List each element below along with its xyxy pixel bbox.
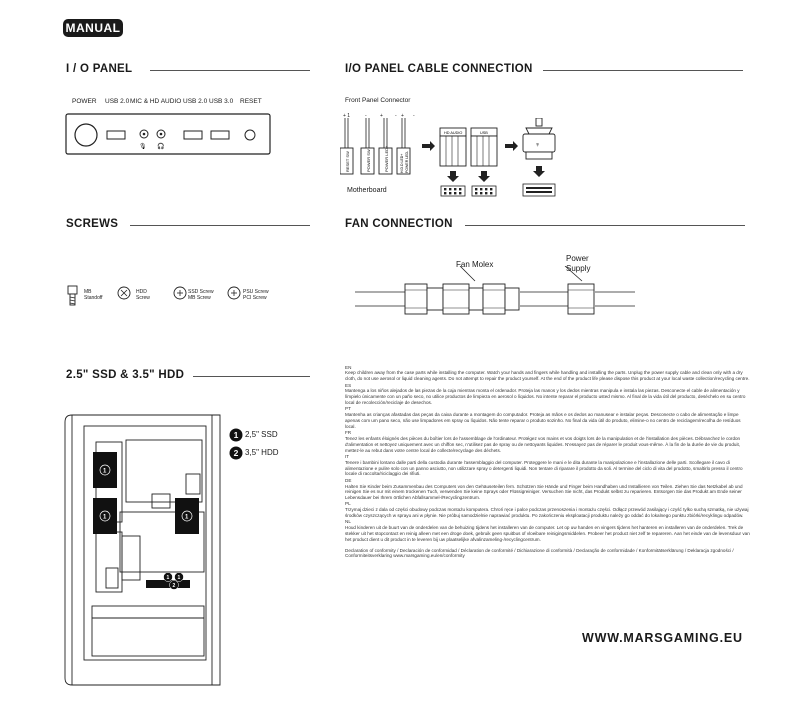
safety-notice xyxy=(345,364,751,559)
svg-text:1: 1 xyxy=(103,514,107,521)
svg-text:🎙: 🎙 xyxy=(139,144,147,150)
svg-text:POWER LED+: POWER LED+ xyxy=(384,145,389,172)
usb3-port-icon xyxy=(211,131,229,139)
legend-badge-1 xyxy=(229,428,243,442)
svg-text:HD AUDIO: HD AUDIO xyxy=(444,131,463,135)
screw-label-0-b: Standoff xyxy=(84,295,103,301)
lang-code: NL xyxy=(345,519,351,525)
fan-rule xyxy=(465,225,745,226)
svg-text:🎧: 🎧 xyxy=(157,144,165,150)
manual-badge: MANUAL xyxy=(63,19,123,37)
svg-text:2: 2 xyxy=(172,583,176,589)
legend-num-1: 1 xyxy=(233,430,239,440)
screw-label-3-a: PSU Screw xyxy=(243,289,269,295)
svg-text:RESET SW: RESET SW xyxy=(345,151,350,172)
io-label-power: POWER xyxy=(72,98,97,105)
lang-code: PL xyxy=(345,501,351,507)
io-label-usb2-b: USB 2.0 xyxy=(183,98,208,105)
motherboard-label: Motherboard xyxy=(347,187,387,194)
notice-paragraph: Mantenga a los niños alejados de las piezas de la caja mientras monta el ordenador. Proteja las manos y los dedos mientras manipula e instala las piezas. Desconecte el cable de alimentación y límpielo únicamente con un paño seco, no utilice productos de limpieza en aerosol o líquidos. No intente reparar el producto usted mismo. Al final de la vida útil del producto, deséchelo en su centro local de recolección/reciclaje de desechos. xyxy=(345,388,746,405)
io-label-usb2-a: USB 2.0 xyxy=(105,98,130,105)
lang-code: ES xyxy=(345,382,352,388)
screw-label-1-a: HDD xyxy=(136,289,147,295)
legend-badge-2 xyxy=(229,446,243,460)
arrow-down-icon xyxy=(447,171,459,182)
mb-header-usb3 xyxy=(523,184,555,196)
drives-rule xyxy=(193,376,310,377)
lang-code: IT xyxy=(345,453,350,459)
usb2-port-icon xyxy=(107,131,125,139)
pin-label-1: - xyxy=(365,113,367,119)
lang-code: EN xyxy=(345,364,352,370)
svg-text:1: 1 xyxy=(177,575,181,581)
fan-connection-diagram xyxy=(350,266,640,332)
fan-molex-label: Fan Molex xyxy=(456,260,494,269)
pin-label-3: - xyxy=(395,113,397,119)
io-panel-rule xyxy=(150,70,310,71)
screws-title: SCREWS xyxy=(66,218,119,230)
io-label-reset: RESET xyxy=(240,98,262,105)
notice-paragraph: Houd kinderen uit de buurt van de onderdelen van de behuizing tijdens het installeren van de computer. Let op uw handen en vingers tijdens het hanteren en installeren van de onderdelen. Trek de stekker uit het stopcontact en reinig alleen met een droge doek, gebruik geen spuitbus of vloeibare reinigingsmiddelen. Probeer het product niet zelf te repareren. Aan het einde van de levensduur van het product dient u dit product in te leveren bij uw plaatselijke afvalinzameling-/recyclingcentrum. xyxy=(345,525,750,542)
website-url: WWW.MARSGAMING.EU xyxy=(582,631,743,645)
mb-header-audio xyxy=(441,186,465,196)
pin-label-4: + xyxy=(401,113,404,119)
svg-text:H.D.D LED+: H.D.D LED+ xyxy=(400,153,404,173)
svg-text:POWER LED-: POWER LED- xyxy=(405,150,409,173)
io-panel-title: I / O PANEL xyxy=(66,63,133,75)
legend-num-2: 2 xyxy=(233,448,239,458)
front-panel-label: Front Panel Connector xyxy=(345,97,411,104)
usb2-port-icon xyxy=(184,131,202,139)
legend-ssd-label: 2,5" SSD xyxy=(245,430,278,439)
screw-label-1-b: Screw xyxy=(136,295,150,301)
legend-hdd-label: 3,5" HDD xyxy=(245,448,279,457)
arrow-right-icon xyxy=(505,141,518,151)
pin-label-5: - xyxy=(413,113,415,119)
arrow-right-icon xyxy=(422,141,435,151)
drives-title: 2.5" SSD & 3.5" HDD xyxy=(66,369,185,381)
lang-code: PT xyxy=(345,406,351,412)
svg-text:1: 1 xyxy=(185,514,189,521)
case-drive-diagram xyxy=(62,412,227,688)
conformity-declaration: Declaration of conformity / Declaración de conformidad / Déclaration de conformité / Dichiarazione di conformità / Declaração de conformidade / Konformitätserklärung / Deklaracja zgodności / Conformiteitsverklaring www.marsgaming.eu/en/conformity xyxy=(345,547,734,559)
notice-paragraph: Trzymaj dzieci z dala od części obudowy podczas montażu komputera. Chroń ręce i palce podczas przenoszenia i montażu części. Odłącz przewód zasilający i czyść tylko suchą szmatką, nie używaj środków czyszczących w sprayu ani w płynie. Nie próbuj samodzielnie naprawiać produktu. Po zakończeniu eksploatacji produktu należy go oddać do lokalnego punktu zbiórki/recyklingu odpadów. xyxy=(345,507,749,519)
power-supply-line2: Supply xyxy=(566,264,591,273)
pin-label-2: + xyxy=(380,113,383,119)
arrow-down-icon xyxy=(533,166,545,177)
io-label-usb3: USB 3.0 xyxy=(209,98,234,105)
io-panel-diagram xyxy=(64,110,276,160)
svg-text:POWER SW: POWER SW xyxy=(366,149,371,172)
reset-button-icon xyxy=(245,130,255,140)
screw-label-2-b: MB Screw xyxy=(188,295,211,301)
power-supply-line1: Power xyxy=(566,254,589,263)
io-cable-rule xyxy=(543,70,743,71)
mb-standoff-icon xyxy=(68,286,77,294)
io-label-audio: MIC & HD AUDIO xyxy=(130,98,182,105)
screw-label-3-b: PCI Screw xyxy=(243,295,267,301)
notice-paragraph: Mantenha as crianças afastadas das peças da caixa durante a montagem do computador. Proteja as mãos e os dedos ao manusear e instalar peças. Desconecte o cabo de alimentação e limpe apenas com um pano seco, não use limpadores em spray ou líquidos. Não tente reparar o produto sozinho. No final da vida útil do produto, elimine-o no centro de reciclagem/recolha de resíduos local. xyxy=(345,412,741,429)
notice-paragraph: Halten Sie Kinder beim Zusammenbau des Computers von den Gehäuseteilen fern. Schützen Sie Hände und Finger beim Handhaben und Installieren von Teilen. Ziehen Sie das Netzkabel ab und reinigen Sie es nur mit einem trockenen Tuch, verwenden Sie keine Sprays oder Flüssigreiniger. Versuchen Sie nicht, das Produkt selbst zu reparieren. Entsorgen Sie das Produkt am Ende seiner Lebensdauer bei Ihrem örtlichen Abfallsammel-/Recyclingzentrum. xyxy=(345,483,743,501)
power-button-icon xyxy=(75,124,97,146)
lang-code: FR xyxy=(345,430,352,436)
notice-paragraph: Keep children away from the case parts while installing the computer. Watch your hands and fingers while handling and installing the parts. Unplug the power supply cable and clean only with a dry cloth, do not use aerosol or liquid cleaning agents. Do not attempt to repair the product yourself. At the end of the product life please dispose this product at your local waste collection/recycling centre. xyxy=(345,370,750,382)
fan-title: FAN CONNECTION xyxy=(345,218,453,230)
screws-rule xyxy=(130,225,310,226)
mb-header-usb xyxy=(472,186,496,196)
notice-paragraph: Tenez les enfants éloignés des pièces du boîtier lors de l'assemblage de l'ordinateur. Protégez vos mains et vos doigts lors de la manipulation et de l'installation des pièces. Débranchez le cordon d'alimentation et nettoyez uniquement avec un chiffon sec, n'utilisez pas de spray ou de nettoyants liquides. N'essayez pas de réparer le produit vous-même. À la fin de la durée de vie du produit, mettez-le au rebut dans votre centre local de collecte/recyclage des déchets. xyxy=(345,435,741,453)
screw-label-2-a: SSD Screw xyxy=(188,289,214,295)
io-cable-title: I/O PANEL CABLE CONNECTION xyxy=(345,63,533,75)
svg-text:1: 1 xyxy=(103,468,107,475)
notice-paragraph: Tenere i bambini lontano dalle parti della custodia durante l'assemblaggio del computer. Proteggere le mani e le dita durante la manipolazione e l'installazione delle parti. Scollegare il cavo di alimentazione e pulire solo con un panno asciutto, non utilizzare spray o detergenti liquidi. Non tentare di riparare il prodotto da soli. Al termine del ciclo di vita del prodotto, smaltirlo presso il centro locale di raccolta/riciclaggio dei rifiuti. xyxy=(345,459,743,477)
svg-text:1: 1 xyxy=(166,575,170,581)
svg-text:♆: ♆ xyxy=(535,142,541,149)
svg-text:USB: USB xyxy=(480,131,488,135)
arrow-down-icon xyxy=(478,171,490,182)
screw-label-0-a: MB xyxy=(84,289,92,295)
lang-code: DE xyxy=(345,477,352,483)
pin-label-0: + 1 xyxy=(343,113,351,119)
